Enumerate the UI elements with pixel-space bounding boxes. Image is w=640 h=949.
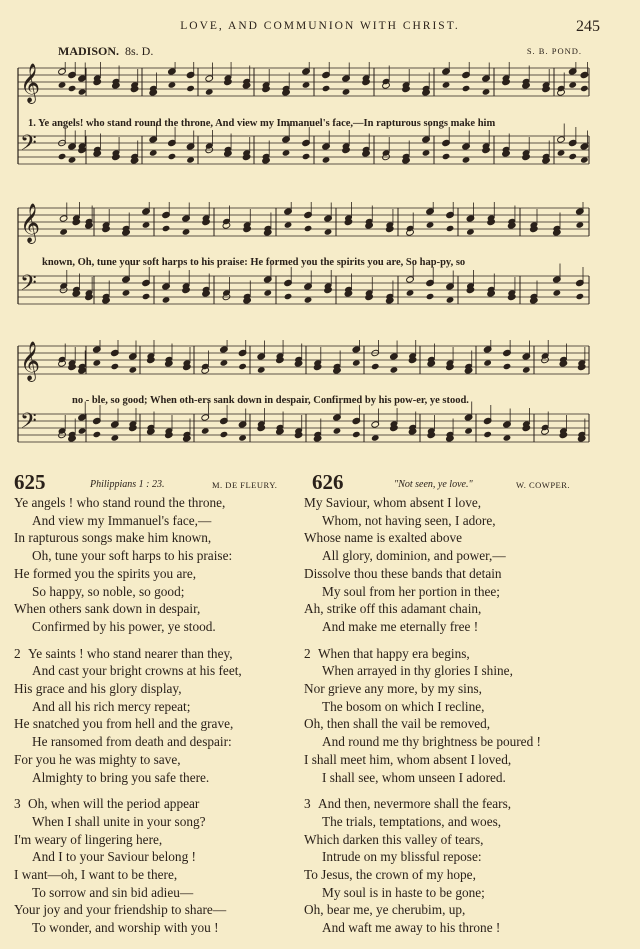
tune-name: MADISON.: [58, 44, 120, 58]
verse-text: Almighty to bring you safe there.: [32, 769, 210, 785]
verse-line: [14, 884, 314, 902]
verse-text: To sorrow and sin bid adieu—: [32, 884, 194, 900]
verse-text: Your joy and your friendship to share—: [14, 902, 227, 918]
verse-line: [14, 529, 314, 547]
verse-line: [304, 600, 604, 618]
verse-line: [304, 512, 604, 530]
verse-line: [304, 866, 604, 884]
verse-text: Whom, not having seen, I adore,: [322, 512, 496, 528]
verse-text: Ye angels ! who stand round the throne,: [14, 495, 226, 510]
verse-line: [304, 698, 604, 716]
verse-line: [14, 565, 314, 583]
verse-line: [14, 795, 314, 813]
verse-line: [14, 733, 314, 751]
verse-line: [304, 547, 604, 565]
verse-text: And round me thy brightness be poured !: [322, 734, 541, 750]
treble-clef-icon: 𝄞: [20, 203, 41, 243]
verse-text: All glory, dominion, and power,—: [322, 548, 506, 564]
verse-text: His grace and his glory display,: [14, 681, 182, 697]
verse-text: When that happy era begins,: [318, 645, 470, 661]
verse-text: I'm weary of lingering here,: [14, 831, 163, 847]
verse-text: I want—oh, I want to be there,: [14, 867, 178, 883]
verse-text: I shall meet him, whom absent I loved,: [304, 751, 512, 767]
page-number: 245: [576, 18, 600, 35]
stanza: [14, 795, 314, 937]
verse-text: When others sank down in despair,: [14, 601, 201, 617]
verse-line: [304, 831, 604, 849]
tune-meter: 8s. D.: [125, 44, 154, 58]
verse-line: [304, 795, 604, 813]
verse-line: [14, 769, 314, 787]
verse-text: And all his rich mercy repeat;: [32, 698, 191, 714]
hymn-author: M. DE FLEURY.: [212, 480, 278, 490]
verse-text: Nor grieve any more, by my sins,: [304, 681, 482, 697]
verse-text: The bosom on which I recline,: [322, 698, 485, 714]
treble-clef-icon: 𝄞: [20, 341, 41, 381]
bass-staff: [18, 402, 589, 443]
stanza-number: 2: [304, 645, 311, 661]
stanza: [304, 795, 604, 937]
verse-text: Oh, then shall the vail be removed,: [304, 716, 491, 732]
verse-text: To Jesus, the crown of my hope,: [304, 867, 476, 883]
verse-line: [304, 583, 604, 601]
verse-line: [14, 547, 314, 565]
verse-line: [304, 884, 604, 902]
verse-line: [304, 901, 604, 919]
verse-text: In rapturous songs make him known,: [14, 530, 212, 546]
verse-text: My soul is in haste to be gone;: [322, 884, 485, 900]
verse-line: [14, 583, 314, 601]
verse-line: [14, 494, 314, 512]
verse-text: My Saviour, whom absent I love,: [304, 495, 482, 510]
lyric-line-1: 1. Ye angels! who stand round the throne, And view my Immanuel's face,—In rapturous songs make him: [28, 118, 496, 129]
verse-line: [14, 813, 314, 831]
treble-staff: [18, 340, 589, 382]
verse-line: [304, 733, 604, 751]
verse-line: [304, 715, 604, 733]
lyric-line-3: no - ble, so good; When oth-ers sank down in despair, Confirmed by his pow-er, ye stood.: [72, 395, 469, 406]
verse-text: So happy, so noble, so good;: [32, 583, 185, 599]
verse-text: Dissolve thou these bands that detain: [304, 565, 502, 581]
verse-text: The trials, temptations, and woes,: [322, 813, 502, 829]
bass-clef-icon: 𝄢: [20, 131, 37, 161]
stanza: [14, 494, 314, 636]
verse-line: [14, 751, 314, 769]
verse-text: He snatched you from hell and the grave,: [14, 716, 234, 732]
verse-text: Intrude on my blissful repose:: [322, 849, 482, 865]
verse-line: [304, 662, 604, 680]
verse-line: [14, 680, 314, 698]
bass-staff: [18, 124, 589, 165]
scripture-reference: "Not seen, ye love.": [394, 479, 473, 490]
hymn-number: 625: [14, 470, 46, 494]
tune-title: [58, 44, 153, 59]
verse-line: [304, 680, 604, 698]
verse-line: [304, 529, 604, 547]
verse-line: [14, 600, 314, 618]
verse-text: And then, nevermore shall the fears,: [318, 796, 512, 812]
hymn-number: 626: [312, 470, 344, 494]
verse-line: [14, 715, 314, 733]
bass-clef-icon: 𝄢: [20, 271, 37, 301]
bass-clef-icon: 𝄢: [20, 409, 37, 439]
verse-text: And I to your Saviour belong !: [32, 849, 196, 865]
hymn-625-heading: [14, 470, 314, 494]
verse-line: [14, 618, 314, 636]
verse-line: [304, 645, 604, 663]
verse-text: Oh, tune your soft harps to his praise:: [32, 548, 233, 564]
hymn-626: [304, 470, 604, 946]
verse-text: Confirmed by his power, ye stood.: [32, 618, 216, 634]
verse-text: Ah, strike off this adamant chain,: [304, 601, 482, 617]
hymn-author: W. COWPER.: [516, 480, 571, 490]
verse-line: [14, 848, 314, 866]
treble-staff: [18, 202, 589, 244]
tune-composer: S. B. POND.: [526, 46, 582, 56]
music-system-3: [14, 340, 594, 465]
verse-text: Ye saints ! who stand nearer than they,: [28, 645, 233, 661]
verse-line: [304, 848, 604, 866]
verse-text: Whose name is exalted above: [304, 530, 463, 546]
music-system-2: [14, 202, 594, 327]
verse-text: And cast your bright crowns at his feet,: [32, 663, 242, 679]
running-title: LOVE, AND COMMUNION WITH CHRIST.: [180, 20, 460, 32]
verse-line: [14, 919, 314, 937]
verse-line: [304, 565, 604, 583]
music-system-1: [14, 62, 594, 187]
verse-text: For you he was mighty to save,: [14, 751, 181, 767]
verse-text: He ransomed from death and despair:: [32, 734, 232, 750]
verse-line: [304, 751, 604, 769]
verse-text: And view my Immanuel's face,—: [32, 512, 212, 528]
verse-line: [14, 901, 314, 919]
verse-line: [304, 618, 604, 636]
verse-line: [304, 769, 604, 787]
verse-text: When arrayed in thy glories I shine,: [322, 663, 513, 679]
hymn-625-text: [14, 494, 314, 937]
bass-staff: [18, 264, 589, 305]
scripture-reference: Philippians 1 : 23.: [90, 479, 165, 490]
verse-line: [14, 698, 314, 716]
hymn-626-text: [304, 494, 604, 937]
verse-line: [304, 813, 604, 831]
stanza-number: 3: [14, 796, 21, 812]
verse-line: [304, 919, 604, 937]
lyric-line-2: known, Oh, tune your soft harps to his praise: He formed you the spirits you are, So hap-py, so: [42, 257, 466, 268]
verse-text: And make me eternally free !: [322, 618, 479, 634]
verse-line: [14, 645, 314, 663]
stanza: [304, 645, 604, 787]
verse-text: Which darken this valley of tears,: [304, 831, 484, 847]
verse-text: I shall see, whom unseen I adored.: [322, 769, 506, 785]
stanza: [14, 645, 314, 787]
treble-clef-icon: 𝄞: [20, 63, 41, 103]
verse-line: [14, 512, 314, 530]
hymn-626-heading: [304, 470, 604, 494]
verse-line: [14, 662, 314, 680]
verse-text: Oh, when will the period appear: [28, 796, 200, 812]
stanza: [304, 494, 604, 636]
verse-line: [14, 831, 314, 849]
verse-text: And waft me away to his throne !: [322, 920, 501, 936]
verse-text: When I shall unite in your song?: [32, 813, 206, 829]
verse-text: He formed you the spirits you are,: [14, 565, 197, 581]
stanza-number: 3: [304, 796, 311, 812]
hymn-625: [14, 470, 314, 946]
verse-text: My soul from her portion in thee;: [322, 583, 501, 599]
verse-text: Oh, bear me, ye cherubim, up,: [304, 902, 466, 918]
verse-text: To wonder, and worship with you !: [32, 920, 219, 936]
verse-line: [304, 494, 604, 512]
stanza-number: 2: [14, 645, 21, 661]
verse-line: [14, 866, 314, 884]
treble-staff: [18, 62, 589, 104]
